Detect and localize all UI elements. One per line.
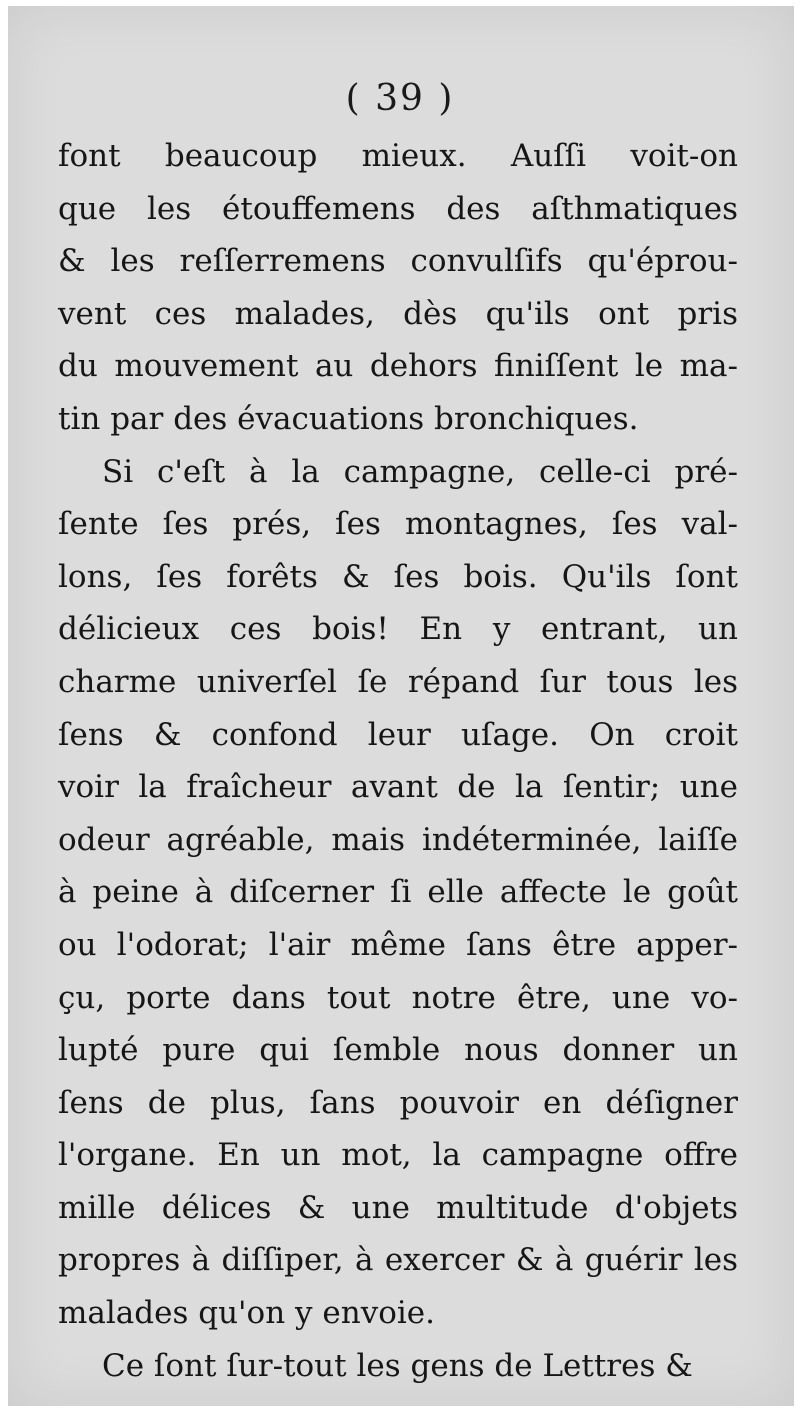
body-text — [58, 130, 738, 1392]
text-line: l'organe. En un mot, la campagne offre — [58, 1137, 738, 1174]
text-line: mille délices & une multitude d'objets — [58, 1189, 738, 1226]
text-line: malades qu'on y envoie. — [58, 1295, 436, 1332]
text-line: tin par des évacuations bronchiques. — [58, 400, 639, 437]
text-line: Si c'eſt à la campagne, celle-ci pré- — [102, 453, 738, 490]
text-line: charme univerſel ſe répand ſur tous les — [58, 663, 738, 700]
text-line: du mouvement au dehors finiſſent le ma- — [58, 348, 738, 385]
text-line: ſente ſes prés, ſes montagnes, ſes val- — [58, 506, 738, 543]
text-line: çu, porte dans tout notre être, une vo- — [58, 979, 738, 1016]
text-line: vent ces malades, dès qu'ils ont pris — [58, 295, 738, 332]
text-line: ſens & confond leur uſage. On croit — [58, 716, 738, 753]
text-line: lupté pure qui ſemble nous donner un — [58, 1032, 738, 1069]
text-line: & les reſſerremens convulſifs qu'éprou- — [58, 243, 738, 280]
text-line: lons, ſes forêts & ſes bois. Qu'ils ſont — [58, 558, 738, 595]
text-line: odeur agréable, mais indéterminée, laiſſe — [58, 821, 738, 858]
text-line: propres à diſſiper, à exercer & à guérir les — [58, 1242, 738, 1279]
text-line: à peine à diſcerner ſi elle affecte le goût — [58, 874, 738, 911]
text-line: ou l'odorat; l'air même ſans être apper- — [58, 926, 738, 963]
text-line: voir la fraîcheur avant de la ſentir; une — [58, 769, 738, 806]
text-line: que les étouffemens des aſthmatiques — [58, 190, 738, 227]
text-line: ſens de plus, ſans pouvoir en déſigner — [58, 1084, 738, 1121]
page-number: ( 39 ) — [345, 78, 455, 119]
text-line: délicieux ces bois! En y entrant, un — [58, 611, 738, 648]
text-line: Ce ſont ſur-tout les gens de Lettres & — [102, 1347, 693, 1384]
text-line: font beaucoup mieux. Auſſi voit-on — [58, 138, 738, 174]
